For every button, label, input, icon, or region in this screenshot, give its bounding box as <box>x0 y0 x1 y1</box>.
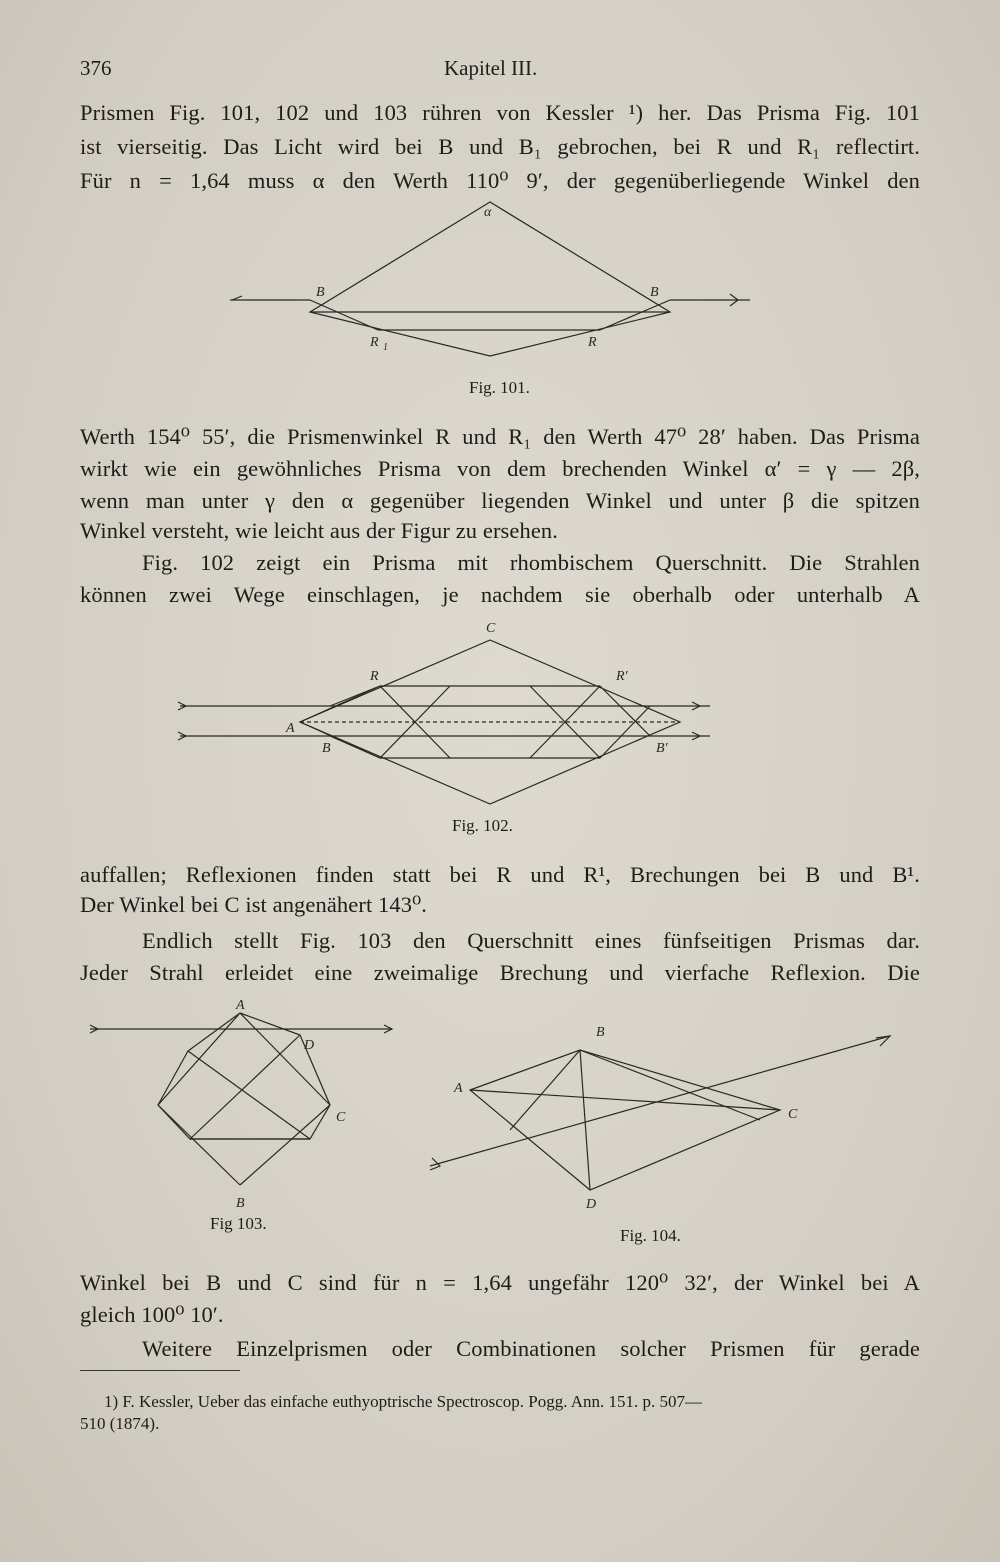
label-r1: R <box>370 335 379 350</box>
text-line: gleich 100⁰ 10′. <box>80 1302 224 1327</box>
text-line: Jeder Strahl erleidet eine zweimalige Brechung und vierfache Reflexion. Die <box>80 960 920 985</box>
figure-101 <box>220 196 780 366</box>
label-r1-subscript: 1 <box>383 342 388 353</box>
footnote-line: 1) F. Kessler, Ueber das einfache euthyoptrische Spectroscop. Pogg. Ann. 151. p. 507— <box>104 1392 703 1411</box>
label-d: D <box>586 1197 597 1212</box>
caption-fig-104: Fig. 104. <box>620 1226 681 1245</box>
label-d: D <box>304 1038 315 1053</box>
label-b: B <box>236 1196 245 1211</box>
label-c: C <box>486 621 496 636</box>
figure-102 <box>170 618 730 808</box>
text-line: Der Winkel bei C ist angenähert 143⁰. <box>80 892 427 917</box>
prism-outline <box>470 1050 780 1190</box>
text-line: Prismen Fig. 101, 102 und 103 rühren von Kessler ¹) her. Das Prisma Fig. 101 <box>80 100 920 125</box>
text-line: wirkt wie ein gewöhnliches Prisma von dem brechenden Winkel α′ = γ — 2β, <box>80 456 920 481</box>
footnote-rule <box>80 1370 240 1371</box>
running-header: Kapitel III. <box>444 56 538 80</box>
label-b: B <box>596 1025 605 1040</box>
text-line: Winkel versteht, wie leicht aus der Figur zu ersehen. <box>80 518 558 543</box>
caption-fig-102: Fig. 102. <box>452 816 513 835</box>
label-a: A <box>236 998 245 1013</box>
label-c: C <box>336 1110 346 1125</box>
label-b-left: B <box>316 285 325 300</box>
text-line: Weitere Einzelprismen oder Combinationen solcher Prismen für gerade <box>142 1336 920 1361</box>
text-line: wenn man unter γ den α gegenüber liegenden Winkel und unter β die spitzen <box>80 488 920 513</box>
footnote-line: 510 (1874). <box>80 1414 160 1433</box>
label-c: C <box>788 1107 798 1122</box>
prism-outline <box>310 202 670 356</box>
label-r: R <box>370 669 379 684</box>
text-line: Winkel bei B und C sind für n = 1,64 ungefähr 120⁰ 32′, der Winkel bei A <box>80 1270 920 1295</box>
caption-fig-101: Fig. 101. <box>469 378 530 397</box>
page-number: 376 <box>80 56 112 80</box>
label-a: A <box>454 1081 463 1096</box>
figure-104 <box>420 1020 920 1220</box>
caption-fig-103: Fig 103. <box>210 1214 267 1233</box>
label-alpha: α <box>484 205 492 220</box>
label-b-prime: B′ <box>656 741 668 756</box>
text-line: auffallen; Reflexionen finden statt bei R und R¹, Brechungen bei B und B¹. <box>80 862 920 887</box>
label-r: R <box>588 335 597 350</box>
text-line: Fig. 102 zeigt ein Prisma mit rhombischem Querschnitt. Die Strahlen <box>142 550 920 575</box>
text-line: Für n = 1,64 muss α den Werth 110⁰ 9′, der gegenüberliegende Winkel den <box>80 168 920 193</box>
label-a: A <box>286 721 295 736</box>
text-line: Werth 154⁰ 55′, die Prismenwinkel R und R₁ den Werth 47⁰ 28′ haben. Das Prisma <box>80 424 920 449</box>
figure-103 <box>80 995 410 1215</box>
text-line: können zwei Wege einschlagen, je nachdem sie oberhalb oder unterhalb A <box>80 582 920 607</box>
label-b-right: B <box>650 285 659 300</box>
label-b: B <box>322 741 331 756</box>
text-line: ist vierseitig. Das Licht wird bei B und B₁ gebrochen, bei R und R₁ reflectirt. <box>80 134 920 159</box>
text-line: Endlich stellt Fig. 103 den Querschnitt eines fünfseitigen Prismas dar. <box>142 928 920 953</box>
label-r-prime: R′ <box>616 669 628 684</box>
